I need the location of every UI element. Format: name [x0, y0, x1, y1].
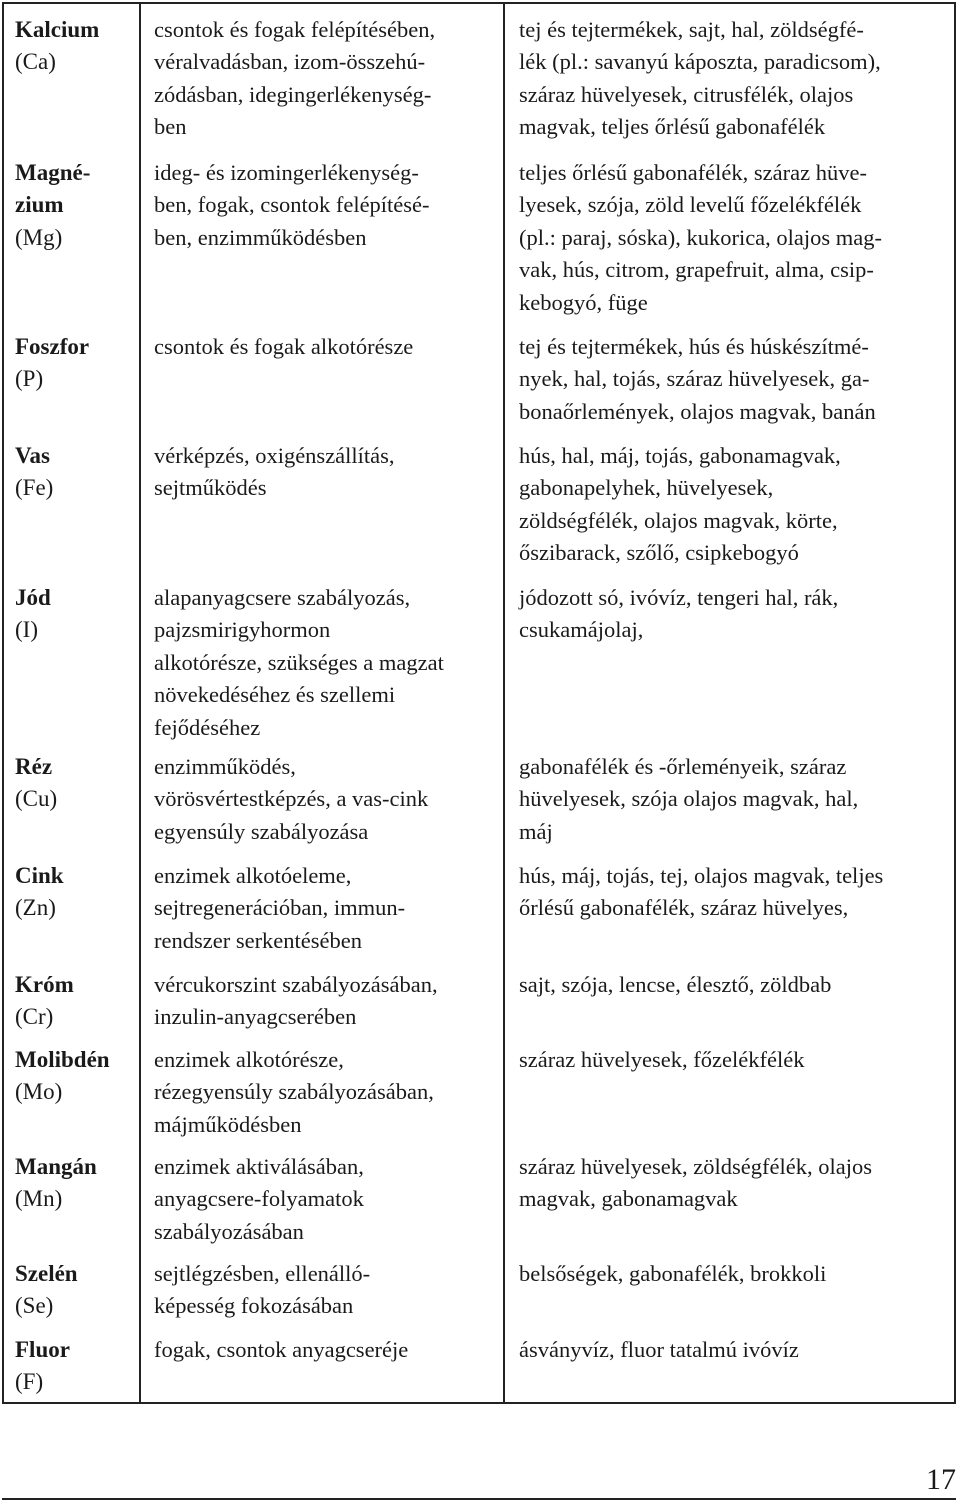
sources-line: száraz hüvelyesek, citrusfélék, olajos: [519, 81, 854, 107]
sources-line: őrlésű gabonafélék, száraz hüvelyes,: [519, 895, 849, 921]
element-cell: [4, 147, 141, 321]
role-line: rendszer serkentésében: [154, 927, 363, 953]
element-cell: [4, 1324, 141, 1402]
element-cell: [4, 959, 141, 1034]
sources-line: kebogyó, füge: [519, 289, 648, 315]
sources-cell: [505, 741, 954, 850]
element-name: zium: [15, 192, 64, 218]
sources-cell: [505, 572, 954, 741]
element-symbol: (P): [15, 366, 44, 392]
element-symbol: (I): [15, 617, 38, 643]
role-line: ben: [154, 114, 187, 140]
sources-line: (pl.: paraj, sóska), kukorica, olajos mag-: [519, 224, 883, 250]
sources-line: jódozott só, ivóvíz, tengeri hal, rák,: [519, 585, 839, 610]
role-line: enzimműködés,: [154, 754, 296, 779]
role-line: fogak, csontok anyagcseréje: [154, 1337, 409, 1362]
table-row: [4, 147, 954, 321]
sources-line: lék (pl.: savanyú káposzta, paradicsom),: [519, 49, 881, 75]
table-row: [4, 959, 954, 1034]
sources-line: magvak, teljes őrlésű gabonafélék: [519, 114, 826, 140]
sources-cell: [505, 1324, 954, 1402]
element-symbol: (Mo): [15, 1079, 63, 1105]
role-cell: [141, 430, 505, 572]
role-cell: [141, 321, 505, 430]
role-line: ideg- és izomingerlékenység-: [154, 160, 419, 185]
sources-line: száraz hüvelyesek, zöldségfélék, olajos: [519, 1154, 872, 1179]
element-name: Cink: [15, 863, 64, 888]
sources-line: tej és tejtermékek, hús és húskészítmé-: [519, 334, 869, 359]
sources-cell: [505, 147, 954, 321]
role-line: sejtregenerációban, immun-: [154, 895, 406, 921]
sources-line: hús, máj, tojás, tej, olajos magvak, teljes: [519, 863, 884, 888]
role-line: vörösvértestképzés, a vas-cink: [154, 786, 429, 812]
table-row: [4, 1034, 954, 1141]
sources-line: tej és tejtermékek, sajt, hal, zöldségfé-: [519, 17, 864, 42]
table-row: [4, 4, 954, 147]
role-cell: [141, 850, 505, 959]
role-cell: [141, 1034, 505, 1141]
role-line: fejődéséhez: [154, 714, 261, 740]
role-line: enzimek aktiválásában,: [154, 1154, 364, 1179]
sources-line: ásványvíz, fluor tatalmú ivóvíz: [519, 1337, 799, 1362]
element-cell: [4, 321, 141, 430]
role-cell: [141, 1324, 505, 1402]
sources-line: hús, hal, máj, tojás, gabonamagvak,: [519, 443, 841, 468]
element-symbol: (F): [15, 1369, 44, 1395]
sources-line: őszibarack, szőlő, csipkebogyó: [519, 540, 799, 566]
element-symbol: (Cu): [15, 786, 58, 812]
sources-line: száraz hüvelyesek, főzelékfélék: [519, 1047, 805, 1072]
role-cell: [141, 959, 505, 1034]
element-symbol: (Cr): [15, 1004, 54, 1030]
sources-line: csukamájolaj,: [519, 617, 644, 643]
role-line: alapanyagcsere szabályozás,: [154, 585, 411, 610]
table-row: [4, 1141, 954, 1248]
role-line: zódásban, idegingerlékenység-: [154, 81, 432, 107]
element-symbol: (Mg): [15, 224, 63, 250]
role-cell: [141, 147, 505, 321]
sources-cell: [505, 4, 954, 147]
element-name: Foszfor: [15, 334, 90, 359]
element-cell: [4, 572, 141, 741]
role-line: alkotórésze, szükséges a magzat: [154, 649, 444, 675]
element-name: Fluor: [15, 1337, 70, 1362]
sources-cell: [505, 1034, 954, 1141]
element-symbol: (Se): [15, 1293, 54, 1319]
sources-line: nyek, hal, tojás, száraz hüvelyesek, ga-: [519, 366, 870, 392]
sources-line: magvak, gabonamagvak: [519, 1186, 738, 1212]
element-cell: [4, 1248, 141, 1324]
table-row: [4, 1248, 954, 1324]
sources-cell: [505, 430, 954, 572]
role-line: szabályozásában: [154, 1218, 304, 1244]
element-symbol: (Fe): [15, 475, 54, 501]
sources-cell: [505, 1248, 954, 1324]
role-line: pajzsmirigyhormon: [154, 617, 331, 643]
role-cell: [141, 741, 505, 850]
sources-line: sajt, szója, lencse, élesztő, zöldbab: [519, 972, 832, 997]
element-name: Jód: [15, 585, 51, 610]
element-name: Szelén: [15, 1261, 78, 1286]
role-line: ben, enzimműködésben: [154, 224, 367, 250]
table-row: [4, 850, 954, 959]
sources-cell: [505, 850, 954, 959]
element-cell: [4, 1034, 141, 1141]
role-line: csontok és fogak felépítésében,: [154, 17, 436, 42]
minerals-table: [2, 2, 956, 1404]
role-cell: [141, 4, 505, 147]
element-name: Réz: [15, 754, 53, 779]
sources-cell: [505, 959, 954, 1034]
sources-line: gabonapelyhek, hüvelyesek,: [519, 475, 774, 501]
role-line: rézegyensúly szabályozásában,: [154, 1079, 434, 1105]
sources-line: bonaőrlemények, olajos magvak, banán: [519, 398, 876, 424]
role-line: növekedéséhez és szellemi: [154, 682, 396, 708]
element-name: Magné-: [15, 160, 91, 185]
role-line: csontok és fogak alkotórésze: [154, 334, 414, 359]
role-line: májműködésben: [154, 1111, 302, 1137]
table-row: [4, 741, 954, 850]
table-row: [4, 1324, 954, 1402]
element-cell: [4, 4, 141, 147]
role-line: vércukorszint szabályozásában,: [154, 972, 438, 997]
table-row: [4, 572, 954, 741]
sources-line: vak, hús, citrom, grapefruit, alma, csip-: [519, 257, 874, 283]
element-name: Vas: [15, 443, 50, 468]
role-line: enzimek alkotóeleme,: [154, 863, 352, 888]
table-row: [4, 321, 954, 430]
role-line: képesség fokozásában: [154, 1293, 354, 1319]
sources-line: belsőségek, gabonafélék, brokkoli: [519, 1261, 827, 1286]
sources-line: zöldségfélék, olajos magvak, körte,: [519, 507, 838, 533]
role-line: véralvadásban, izom-összehú-: [154, 49, 426, 75]
sources-line: gabonafélék és -őrleményeik, száraz: [519, 754, 847, 779]
role-line: egyensúly szabályozása: [154, 818, 369, 844]
element-cell: [4, 1141, 141, 1248]
element-name: Kalcium: [15, 17, 100, 42]
element-name: Króm: [15, 972, 74, 997]
role-cell: [141, 572, 505, 741]
role-line: ben, fogak, csontok felépítésé-: [154, 192, 430, 218]
role-cell: [141, 1248, 505, 1324]
table-row: [4, 430, 954, 572]
element-symbol: (Mn): [15, 1186, 63, 1212]
role-line: vérképzés, oxigénszállítás,: [154, 443, 395, 468]
page-number: 17: [926, 1463, 956, 1496]
sources-line: lyesek, szója, zöld levelű főzelékfélék: [519, 192, 862, 218]
element-cell: [4, 430, 141, 572]
element-name: Mangán: [15, 1154, 97, 1179]
role-line: anyagcsere-folyamatok: [154, 1186, 364, 1212]
element-symbol: (Ca): [15, 49, 56, 75]
sources-line: teljes őrlésű gabonafélék, száraz hüve-: [519, 160, 867, 185]
footer-rule: [2, 1498, 956, 1500]
element-symbol: (Zn): [15, 895, 56, 921]
role-line: sejtlégzésben, ellenálló-: [154, 1261, 371, 1286]
element-cell: [4, 741, 141, 850]
element-name: Molibdén: [15, 1047, 110, 1072]
role-line: sejtműködés: [154, 475, 267, 501]
sources-cell: [505, 1141, 954, 1248]
element-cell: [4, 850, 141, 959]
role-cell: [141, 1141, 505, 1248]
sources-cell: [505, 321, 954, 430]
sources-line: hüvelyesek, szója olajos magvak, hal,: [519, 786, 859, 812]
role-line: inzulin-anyagcserében: [154, 1004, 357, 1030]
role-line: enzimek alkotórésze,: [154, 1047, 344, 1072]
sources-line: máj: [519, 818, 553, 844]
